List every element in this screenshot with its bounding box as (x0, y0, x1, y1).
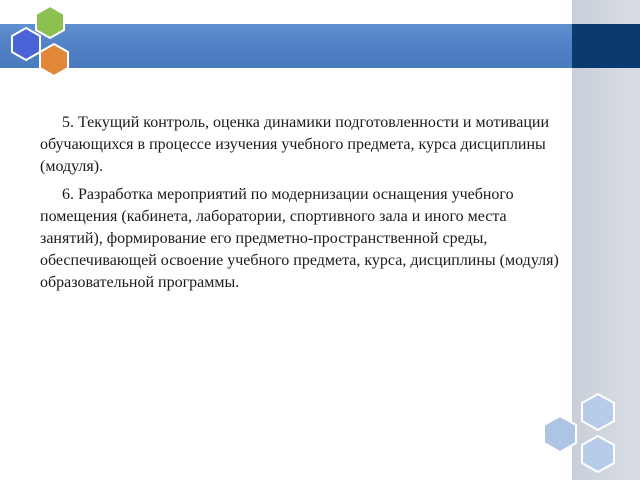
hexagon-green-icon (36, 6, 64, 38)
slide-body (40, 112, 560, 300)
hexagon-cluster-bottom (532, 388, 640, 480)
hexagon-cluster-top (0, 0, 80, 90)
paragraph-5: 5. Текущий контроль, оценка динамики подготовленности и мотивации обучающихся в процессе изучения учебного предмета, курса дисциплины (модуля). (40, 114, 550, 175)
hexagon-orange-icon (40, 44, 68, 76)
hexagon-light-icon-3 (582, 436, 614, 472)
paragraph-6: 6. Разработка мероприятий по модернизации оснащения учебного помещения (кабинета, лаборатории, спортивного зала и иного места занятий), формирование его предметно-пространственной среды, обеспечивающей освоение учебного предмета, курса, дисциплины (модуля) образовательной программы. (40, 186, 559, 291)
hexagon-blue-icon (12, 28, 40, 60)
top-dark-band (572, 24, 640, 68)
hexagon-light-icon-1 (582, 394, 614, 430)
hexagon-light-icon-2 (544, 416, 576, 452)
top-blue-band (0, 24, 572, 68)
